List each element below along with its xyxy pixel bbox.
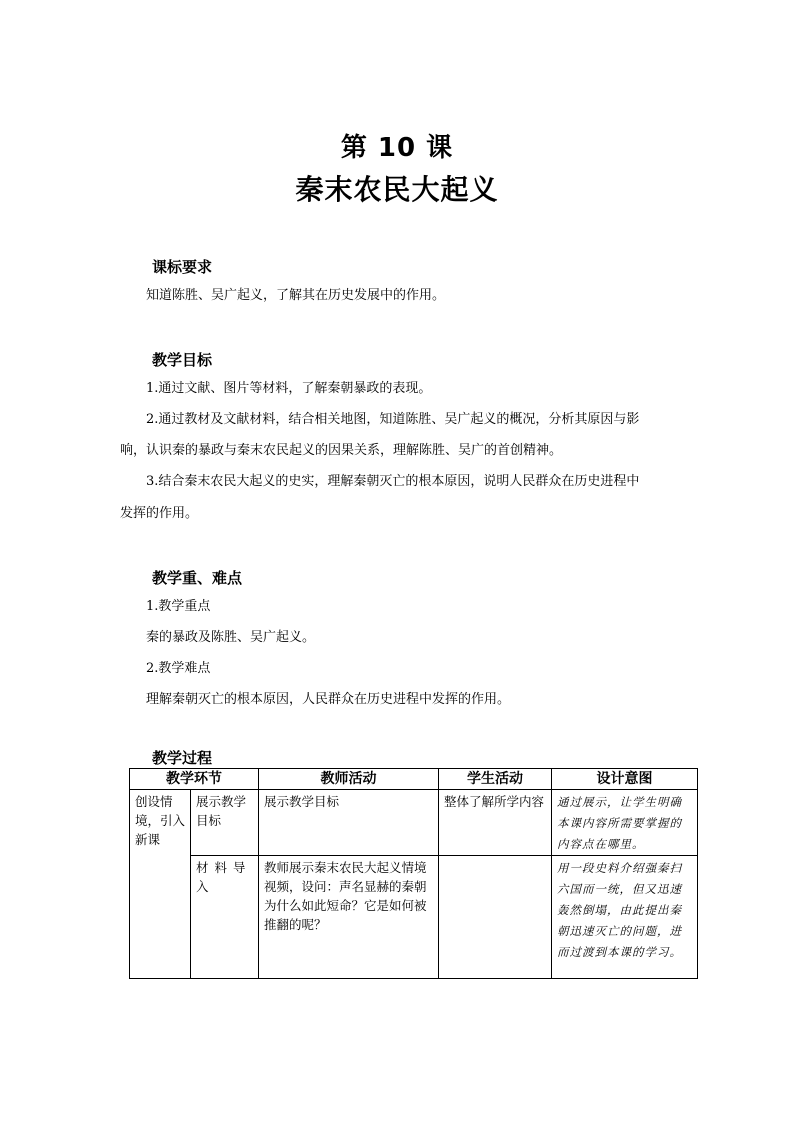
student-activity-text: 整体了解所学内容	[444, 794, 545, 809]
sub-stage-text: 展示教学目标	[196, 794, 247, 828]
objective-item-1: 1.通过文献、图片等材料，了解秦朝暴政的表现。	[146, 381, 432, 396]
objective-item-3-line-2: 发挥的作用。	[120, 506, 199, 521]
teaching-process-table	[129, 768, 698, 979]
table-header-row	[130, 769, 698, 790]
sub-stage-cell	[191, 856, 259, 979]
table-row	[130, 790, 698, 856]
lesson-main-title: 秦末农民大起义	[295, 173, 499, 206]
design-intent-text: 通过展示，让学生明确本课内容所需要掌握的内容点在哪里。	[557, 795, 682, 851]
standards-heading: 课标要求	[152, 258, 213, 276]
process-heading: 教学过程	[152, 749, 213, 767]
design-intent-cell	[552, 790, 698, 856]
difficulty-label: 2.教学难点	[146, 661, 211, 676]
header-student-activity: 学生活动	[439, 769, 552, 790]
sub-stage-text: 材料导入	[196, 860, 252, 894]
objectives-heading: 教学目标	[152, 351, 213, 369]
objective-item-2-line-1: 2.通过教材及文献材料，结合相关地图，知道陈胜、吴广起义的概况，分析其原因与影	[146, 412, 640, 427]
difficulty-text: 理解秦朝灭亡的根本原因，人民群众在历史进程中发挥的作用。	[146, 692, 511, 707]
student-activity-text	[439, 856, 551, 858]
stage-text: 创设情境，引入新课	[135, 794, 186, 847]
student-activity-cell	[439, 856, 552, 979]
design-intent-text: 用一段史料介绍强秦扫六国而一统，但又迅速轰然倒塌，由此提出秦朝迅速灭亡的问题，进而过渡到本课的学习。	[557, 861, 682, 959]
teacher-activity-text: 教师展示秦末农民大起义情境视频，设问：声名显赫的秦朝为什么如此短命？它是如何被推翻的呢？	[264, 860, 427, 932]
sub-stage-cell	[191, 790, 259, 856]
key-focus-label: 1.教学重点	[146, 599, 211, 614]
teacher-activity-cell	[259, 856, 439, 979]
header-teacher-activity: 教师活动	[259, 769, 439, 790]
lesson-number-title: 第 10 课	[340, 133, 454, 163]
table-row	[130, 856, 698, 979]
teacher-activity-cell	[259, 790, 439, 856]
key-points-heading: 教学重、难点	[152, 569, 243, 587]
student-activity-cell	[439, 790, 552, 856]
standards-text: 知道陈胜、吴广起义，了解其在历史发展中的作用。	[146, 288, 446, 303]
stage-cell	[130, 790, 191, 979]
objective-item-2-line-2: 响，认识秦的暴政与秦末农民起义的因果关系，理解陈胜、吴广的首创精神。	[120, 443, 563, 458]
key-focus-text: 秦的暴政及陈胜、吴广起义。	[146, 630, 316, 645]
teacher-activity-text: 展示教学目标	[264, 794, 340, 809]
design-intent-cell	[552, 856, 698, 979]
header-stage: 教学环节	[130, 769, 259, 790]
header-design-intent: 设计意图	[552, 769, 698, 790]
objective-item-3-line-1: 3.结合秦末农民大起义的史实，理解秦朝灭亡的根本原因，说明人民群众在历史进程中	[146, 474, 640, 489]
